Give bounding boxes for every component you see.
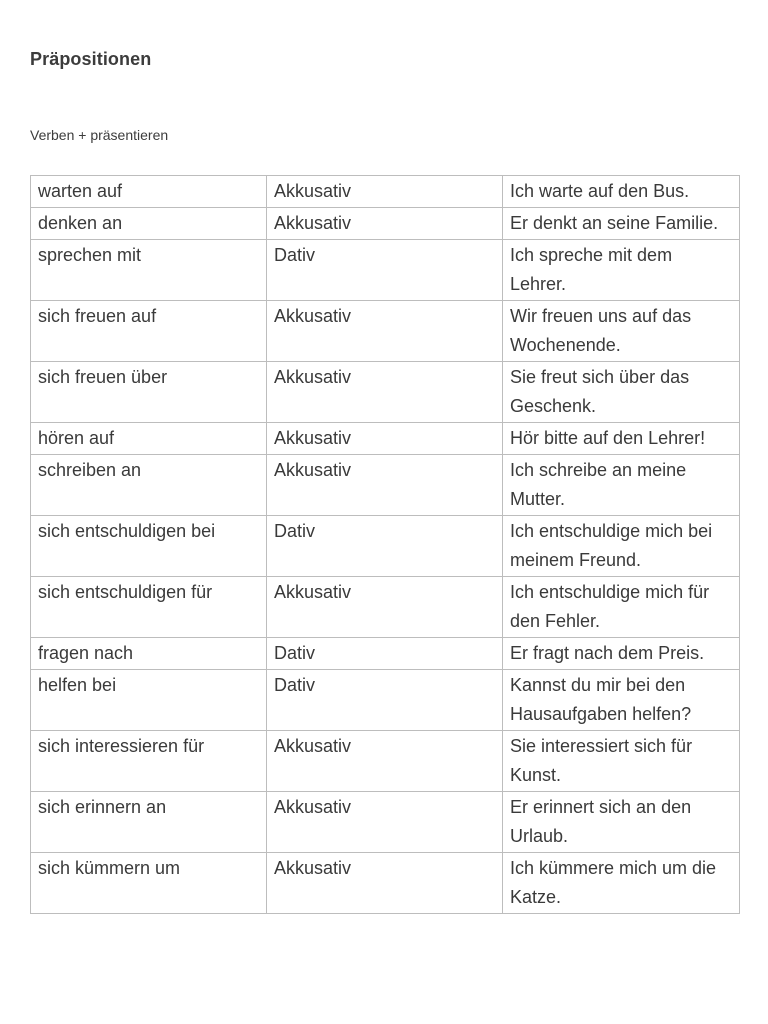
example-cell: Er denkt an seine Familie. [503,208,740,240]
example-cell: Ich schreibe an meine Mutter. [503,455,740,516]
verb-cell: helfen bei [31,670,267,731]
table-row [31,853,740,914]
case-cell: Dativ [267,240,503,301]
table-row [31,362,740,423]
case-cell: Dativ [267,638,503,670]
example-cell: Ich spreche mit dem Lehrer. [503,240,740,301]
verb-cell: denken an [31,208,267,240]
case-cell: Akkusativ [267,455,503,516]
case-cell: Akkusativ [267,423,503,455]
verb-cell: sich freuen über [31,362,267,423]
verb-cell: warten auf [31,176,267,208]
example-cell: Hör bitte auf den Lehrer! [503,423,740,455]
table-row [31,516,740,577]
case-cell: Akkusativ [267,577,503,638]
case-cell: Dativ [267,670,503,731]
table-row [31,301,740,362]
table-row [31,455,740,516]
verb-cell: fragen nach [31,638,267,670]
example-cell: Ich entschuldige mich bei meinem Freund. [503,516,740,577]
verb-cell: hören auf [31,423,267,455]
example-cell: Ich warte auf den Bus. [503,176,740,208]
example-cell: Sie freut sich über das Geschenk. [503,362,740,423]
verb-cell: sich kümmern um [31,853,267,914]
case-cell: Akkusativ [267,731,503,792]
verb-cell: schreiben an [31,455,267,516]
table-row [31,208,740,240]
verb-cell: sprechen mit [31,240,267,301]
prepositions-table [30,175,740,914]
example-cell: Ich kümmere mich um die Katze. [503,853,740,914]
page-subtitle: Verben + präsentieren [30,127,169,143]
verb-cell: sich interessieren für [31,731,267,792]
table-row [31,731,740,792]
verb-cell: sich erinnern an [31,792,267,853]
case-cell: Akkusativ [267,208,503,240]
table-row [31,423,740,455]
verb-cell: sich freuen auf [31,301,267,362]
page-title: Präpositionen [30,49,152,69]
verb-cell: sich entschuldigen bei [31,516,267,577]
example-cell: Ich entschuldige mich für den Fehler. [503,577,740,638]
table-row [31,176,740,208]
case-cell: Akkusativ [267,362,503,423]
table-row [31,792,740,853]
example-cell: Kannst du mir bei den Hausaufgaben helfen? [503,670,740,731]
table-row [31,577,740,638]
table-row [31,670,740,731]
example-cell: Er fragt nach dem Preis. [503,638,740,670]
verb-cell: sich entschuldigen für [31,577,267,638]
case-cell: Akkusativ [267,176,503,208]
example-cell: Sie interessiert sich für Kunst. [503,731,740,792]
example-cell: Wir freuen uns auf das Wochenende. [503,301,740,362]
example-cell: Er erinnert sich an den Urlaub. [503,792,740,853]
case-cell: Akkusativ [267,792,503,853]
table-row [31,240,740,301]
case-cell: Akkusativ [267,301,503,362]
case-cell: Dativ [267,516,503,577]
table-row [31,638,740,670]
case-cell: Akkusativ [267,853,503,914]
